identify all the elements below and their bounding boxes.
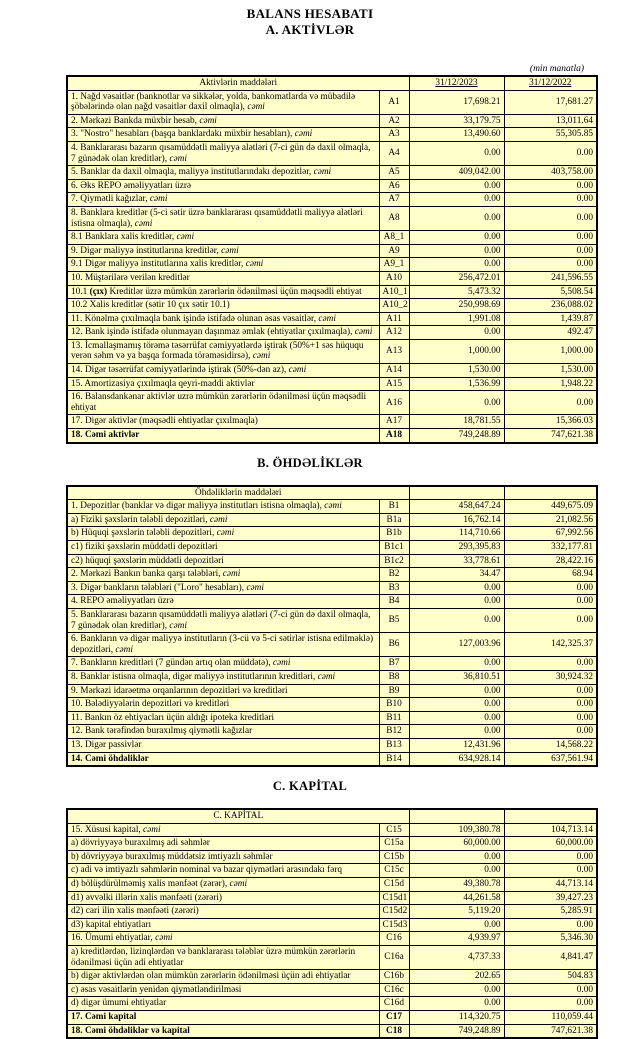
table-row xyxy=(67,285,597,299)
row-label: 5. Banklar da daxil olmaqla, maliyyə institutlarındakı depozitlər, cəmi xyxy=(67,166,379,180)
table-row xyxy=(67,141,597,165)
table-header-row xyxy=(67,809,597,823)
row-value-2023: 0.00 xyxy=(409,141,504,165)
row-code: A18 xyxy=(379,429,409,443)
row-label: 15. Xüsusi kapital, cəmi xyxy=(67,823,379,837)
table-row xyxy=(67,429,597,443)
row-value-2022: 1,530.00 xyxy=(504,364,597,378)
table-row xyxy=(67,932,597,946)
table-row xyxy=(67,1011,597,1025)
row-label: 2. Mərkəzi Bankda müxbir hesab, cəmi xyxy=(67,114,379,128)
row-value-2022: 104,713.14 xyxy=(504,823,597,837)
row-value-2022: 1,000.00 xyxy=(504,339,597,363)
table-row xyxy=(67,568,597,582)
table-row xyxy=(67,633,597,657)
row-label: 16. Ümumi ehtiyatlar, cəmi xyxy=(67,932,379,946)
row-value-2023: 12,431.96 xyxy=(409,738,504,752)
column-header-items: C. KAPİTAL xyxy=(67,809,409,823)
row-value-2023: 749,248.89 xyxy=(409,1024,504,1038)
table-row xyxy=(67,364,597,378)
table-row xyxy=(67,527,597,541)
row-label: 6. Bankların və digər maliyyə institutların (3-cü və 5-ci sətirlər istisna edilməklə) depozitləri, cəmi xyxy=(67,633,379,657)
balance-table-a xyxy=(66,75,598,444)
row-code: C15d3 xyxy=(379,918,409,932)
row-label: 9. Digər maliyyə institutlarına kreditlər, cəmi xyxy=(67,244,379,258)
row-value-2023: 0.00 xyxy=(409,711,504,725)
row-value-2022: 0.00 xyxy=(504,193,597,207)
row-code: B11 xyxy=(379,711,409,725)
row-value-2022: 1,948.22 xyxy=(504,377,597,391)
row-value-2022: 0.00 xyxy=(504,141,597,165)
row-code: B12 xyxy=(379,725,409,739)
row-value-2022: 0.00 xyxy=(504,725,597,739)
row-label: 17. Digər aktivlər (məqsədli ehtiyatlar çıxılmaqla) xyxy=(67,415,379,429)
table-row xyxy=(67,541,597,555)
row-label: 6. Əks REPO əməliyyatları üzrə xyxy=(67,179,379,193)
row-label: c1) fiziki şəxslərin müddətli depozitləri xyxy=(67,541,379,555)
row-value-2023: 202.65 xyxy=(409,970,504,984)
row-value-2022: 0.00 xyxy=(504,581,597,595)
row-label: 14. Digər təsərrüfat cəmiyyətlərində iştirak (50%-dən az), cəmi xyxy=(67,364,379,378)
row-value-2022: 637,561.94 xyxy=(504,752,597,766)
row-value-2023: 16,762.14 xyxy=(409,513,504,527)
row-code: A11 xyxy=(379,312,409,326)
row-label: 8. Banklar istisna olmaqla, digər maliyyə institutlarının kreditləri, cəmi xyxy=(67,670,379,684)
row-value-2022: 68.94 xyxy=(504,568,597,582)
column-header-items: Aktivlərin maddələri xyxy=(67,76,409,90)
row-value-2022: 0.00 xyxy=(504,608,597,632)
row-code: A10_1 xyxy=(379,285,409,299)
column-header-2022: 31/12/2022 xyxy=(504,76,597,90)
row-value-2022: 110,059.44 xyxy=(504,1011,597,1025)
row-code: B1c1 xyxy=(379,541,409,555)
row-value-2023: 1,991.08 xyxy=(409,312,504,326)
row-label: 3. Digər bankların tələbləri ("Loro" hesabları), cəmi xyxy=(67,581,379,595)
row-value-2022: 0.00 xyxy=(504,997,597,1011)
table-row xyxy=(67,725,597,739)
row-code: A16 xyxy=(379,391,409,415)
row-code: C15d xyxy=(379,878,409,892)
document-title: BALANS HESABATI xyxy=(246,6,374,21)
row-value-2023: 0.00 xyxy=(409,918,504,932)
row-value-2022: 67,992.56 xyxy=(504,527,597,541)
row-value-2023: 0.00 xyxy=(409,595,504,609)
row-code: A1 xyxy=(379,90,409,114)
row-code: C16a xyxy=(379,946,409,970)
row-value-2023: 60,000.00 xyxy=(409,837,504,851)
table-row xyxy=(67,670,597,684)
row-value-2022: 0.00 xyxy=(504,231,597,245)
row-value-2022: 44,713.14 xyxy=(504,878,597,892)
row-code: A12 xyxy=(379,326,409,340)
column-header-items: Öhdəliklərin maddələri xyxy=(67,486,409,500)
row-value-2023: 1,000.00 xyxy=(409,339,504,363)
row-label: d3) kapital ehtiyatları xyxy=(67,918,379,932)
row-value-2023: 18,781.55 xyxy=(409,415,504,429)
row-label: b) digər aktivlərdən olan mümkün zərərlərin ödənilməsi üçün adi ehtiyatlar xyxy=(67,970,379,984)
table-row xyxy=(67,608,597,632)
column-header-2023 xyxy=(409,486,504,500)
row-value-2023: 127,003.96 xyxy=(409,633,504,657)
row-value-2023: 0.00 xyxy=(409,581,504,595)
table-row xyxy=(67,377,597,391)
table-row xyxy=(67,415,597,429)
table-row xyxy=(67,271,597,285)
row-value-2022: 747,621.38 xyxy=(504,429,597,443)
row-value-2023: 0.00 xyxy=(409,231,504,245)
row-code: B8 xyxy=(379,670,409,684)
table-row xyxy=(67,595,597,609)
table-row xyxy=(67,326,597,340)
row-label: 13. Digər passivlər xyxy=(67,738,379,752)
row-value-2023: 4,939.97 xyxy=(409,932,504,946)
row-value-2022: 55,305.85 xyxy=(504,128,597,142)
row-label: 18. Cəmi aktivlər xyxy=(67,429,379,443)
row-code: A17 xyxy=(379,415,409,429)
row-code: B3 xyxy=(379,581,409,595)
section-a-title: A. AKTİVLƏR xyxy=(265,22,355,37)
row-value-2022: 0.00 xyxy=(504,698,597,712)
row-label: 8.1 Banklara xalis kreditlər, cəmi xyxy=(67,231,379,245)
row-code: A13 xyxy=(379,339,409,363)
row-value-2023: 0.00 xyxy=(409,657,504,671)
row-label: c) adi və imtiyazlı səhmlərin nominal və bazar qiymətləri arasındakı fərq xyxy=(67,864,379,878)
row-value-2022: 5,346.30 xyxy=(504,932,597,946)
row-label: d) digər ümumi ehtiyatlar xyxy=(67,997,379,1011)
row-value-2022: 0.00 xyxy=(504,244,597,258)
row-value-2023: 5,473.32 xyxy=(409,285,504,299)
row-code: C15b xyxy=(379,850,409,864)
row-value-2023: 458,647.24 xyxy=(409,500,504,514)
row-code: A8 xyxy=(379,206,409,230)
row-value-2022: 0.00 xyxy=(504,918,597,932)
row-label: 11. Könəlmə çıxılmaqla bank işində istifadə olunan əsas vəsaitlər, cəmi xyxy=(67,312,379,326)
row-label: 10. Müştərilərə verilən kreditlər xyxy=(67,271,379,285)
row-value-2022: 142,325.37 xyxy=(504,633,597,657)
row-value-2022: 0.00 xyxy=(504,684,597,698)
row-value-2022: 60,000.00 xyxy=(504,837,597,851)
row-value-2022: 0.00 xyxy=(504,657,597,671)
table-row xyxy=(67,391,597,415)
row-label: a) kreditlərdən, lizinqlərdən və banklararası tələblər üzrə mümkün zərərlərin ödənilməsi üçün adi ehtiyatlar xyxy=(67,946,379,970)
table-row xyxy=(67,258,597,272)
row-code: A5 xyxy=(379,166,409,180)
row-code: B14 xyxy=(379,752,409,766)
row-label: 8. Banklara kreditlər (5-ci sətir üzrə banklararası qısamüddətli maliyyə alətləri istisna olmaqla), cəmi xyxy=(67,206,379,230)
row-value-2023: 634,928.14 xyxy=(409,752,504,766)
row-label: b) dövriyyəyə buraxılmış müddətsiz imtiyazlı səhmlər xyxy=(67,850,379,864)
row-value-2023: 0.00 xyxy=(409,850,504,864)
table-row xyxy=(67,339,597,363)
table-row xyxy=(67,837,597,851)
table-row xyxy=(67,90,597,114)
row-code: B2 xyxy=(379,568,409,582)
row-code: C15c xyxy=(379,864,409,878)
row-label: d2) cari ilin xalis mənfəəti (zərəri) xyxy=(67,905,379,919)
tables-area xyxy=(0,75,620,1039)
unit-note: (min manatla) xyxy=(529,64,584,74)
row-label: a) dövriyyəyə buraxılmış adi səhmlər xyxy=(67,837,379,851)
row-value-2022: 492.47 xyxy=(504,326,597,340)
row-value-2023: 256,472.01 xyxy=(409,271,504,285)
section-heading-b: B. ÖHDƏLİKLƏR xyxy=(257,455,363,470)
row-value-2023: 0.00 xyxy=(409,206,504,230)
row-code: B13 xyxy=(379,738,409,752)
row-code: C16c xyxy=(379,983,409,997)
row-value-2022: 0.00 xyxy=(504,179,597,193)
row-value-2022: 747,621.38 xyxy=(504,1024,597,1038)
row-code: A6 xyxy=(379,179,409,193)
row-code: B7 xyxy=(379,657,409,671)
row-value-2023: 250,998.69 xyxy=(409,299,504,313)
row-code: B5 xyxy=(379,608,409,632)
row-code: A9 xyxy=(379,244,409,258)
row-value-2022: 0.00 xyxy=(504,391,597,415)
row-value-2023: 109,380.78 xyxy=(409,823,504,837)
table-row xyxy=(67,983,597,997)
table-row xyxy=(67,179,597,193)
row-label: 2. Mərkəzi Bankın banka qarşı tələbləri, cəmi xyxy=(67,568,379,582)
row-value-2022: 236,088.02 xyxy=(504,299,597,313)
row-label: 12. Bank işində istifadə olunmayan daşınmaz əmlak (ehtiyatlar çıxılmaqla), cəmi xyxy=(67,326,379,340)
table-row xyxy=(67,997,597,1011)
column-header-2022 xyxy=(504,809,597,823)
row-label: 17. Cəmi kapital xyxy=(67,1011,379,1025)
row-value-2022: 13,011.64 xyxy=(504,114,597,128)
row-value-2022: 0.00 xyxy=(504,864,597,878)
row-value-2023: 5,119.20 xyxy=(409,905,504,919)
row-value-2023: 33,179.75 xyxy=(409,114,504,128)
row-value-2023: 0.00 xyxy=(409,244,504,258)
row-code: B1 xyxy=(379,500,409,514)
row-code: A9_1 xyxy=(379,258,409,272)
row-code: B1a xyxy=(379,513,409,527)
row-value-2022: 15,366.03 xyxy=(504,415,597,429)
row-value-2022: 0.00 xyxy=(504,595,597,609)
row-label: 18. Cəmi öhdəliklər və kapital xyxy=(67,1024,379,1038)
table-row xyxy=(67,918,597,932)
column-header-2022 xyxy=(504,486,597,500)
row-label: 15. Amortizasiya çıxılmaqla qeyri-maddi aktivlər xyxy=(67,377,379,391)
row-value-2023: 0.00 xyxy=(409,698,504,712)
row-code: A4 xyxy=(379,141,409,165)
row-label: 4. Banklararası bazarın qısamüddətli maliyyə alətləri (7-ci gün də daxil olmaqla, 7 günədək olan kreditlər), cəmi xyxy=(67,141,379,165)
table-row xyxy=(67,698,597,712)
table-row xyxy=(67,554,597,568)
row-value-2022: 0.00 xyxy=(504,983,597,997)
table-row xyxy=(67,206,597,230)
table-row xyxy=(67,193,597,207)
table-row xyxy=(67,970,597,984)
row-value-2023: 749,248.89 xyxy=(409,429,504,443)
table-row xyxy=(67,850,597,864)
row-code: B10 xyxy=(379,698,409,712)
row-label: 10. Bələdiyyələrin depozitləri və kreditləri xyxy=(67,698,379,712)
row-value-2023: 4,737.33 xyxy=(409,946,504,970)
row-code: C15a xyxy=(379,837,409,851)
row-code: C17 xyxy=(379,1011,409,1025)
table-row xyxy=(67,128,597,142)
row-code: A10 xyxy=(379,271,409,285)
table-row xyxy=(67,905,597,919)
table-row xyxy=(67,864,597,878)
row-value-2023: 1,530.00 xyxy=(409,364,504,378)
row-label: 9.1 Digər maliyyə institutlarına xalis kreditlər, cəmi xyxy=(67,258,379,272)
row-value-2023: 0.00 xyxy=(409,391,504,415)
row-code: A7 xyxy=(379,193,409,207)
row-code: C15 xyxy=(379,823,409,837)
row-value-2023: 114,320.75 xyxy=(409,1011,504,1025)
row-label: 10.1 (çıx) Kreditlər üzrə mümkün zərərlərin ödənilməsi üçün məqsədli ehtiyat xyxy=(67,285,379,299)
row-label: 14. Cəmi öhdəliklər xyxy=(67,752,379,766)
row-value-2023: 0.00 xyxy=(409,193,504,207)
table-row xyxy=(67,500,597,514)
row-code: A15 xyxy=(379,377,409,391)
row-code: C18 xyxy=(379,1024,409,1038)
table-row xyxy=(67,711,597,725)
row-label: 1. Nağd vəsaitlər (banknotlar və sikkələr, yolda, bankomatlarda və mübadilə şöbələrində olan nağd vəsaitlər daxil olmaqla), cəmi xyxy=(67,90,379,114)
row-code: B9 xyxy=(379,684,409,698)
table-header-row xyxy=(67,76,597,90)
row-value-2023: 13,490.60 xyxy=(409,128,504,142)
row-label: 4. REPO əməliyyatları üzrə xyxy=(67,595,379,609)
row-value-2023: 293,395.83 xyxy=(409,541,504,555)
row-label: 12. Bank tərəfindən buraxılmış qiymətli kağızlar xyxy=(67,725,379,739)
table-row xyxy=(67,581,597,595)
row-value-2022: 4,841.47 xyxy=(504,946,597,970)
row-code: C16 xyxy=(379,932,409,946)
table-header-row xyxy=(67,486,597,500)
row-label: 7. Bankların kreditləri (7 gündən artıq olan müddətə), cəmi xyxy=(67,657,379,671)
row-label: 11. Bankın öz ehtiyacları üçün aldığı ipoteka kreditləri xyxy=(67,711,379,725)
row-label: d) bölüşdürülməmiş xalis mənfəət (zərər), cəmi xyxy=(67,878,379,892)
row-value-2022: 5,285.91 xyxy=(504,905,597,919)
row-value-2022: 403,758.00 xyxy=(504,166,597,180)
row-value-2023: 33,778.61 xyxy=(409,554,504,568)
row-label: 3. "Nostro" hesabları (başqa banklardakı müxbir hesabları), cəmi xyxy=(67,128,379,142)
row-value-2022: 21,082.56 xyxy=(504,513,597,527)
table-row xyxy=(67,166,597,180)
section-heading-c: C. KAPİTAL xyxy=(272,779,348,794)
row-code: B1b xyxy=(379,527,409,541)
row-value-2022: 449,675.09 xyxy=(504,500,597,514)
table-row xyxy=(67,312,597,326)
table-row xyxy=(67,231,597,245)
row-value-2022: 0.00 xyxy=(504,850,597,864)
row-value-2023: 0.00 xyxy=(409,864,504,878)
row-label: 10.2 Xalis kreditlər (sətir 10 çıx sətir 10.1) xyxy=(67,299,379,313)
row-value-2023: 0.00 xyxy=(409,725,504,739)
balance-table-c xyxy=(66,808,598,1039)
balance-table-b xyxy=(66,485,598,767)
row-label: c2) hüquqi şəxslərin müddətli depozitləri xyxy=(67,554,379,568)
row-value-2023: 0.00 xyxy=(409,997,504,1011)
row-value-2023: 0.00 xyxy=(409,983,504,997)
row-label: a) Fiziki şəxslərin tələbli depozitləri, cəmi xyxy=(67,513,379,527)
row-code: B1c2 xyxy=(379,554,409,568)
row-value-2023: 0.00 xyxy=(409,608,504,632)
row-code: A14 xyxy=(379,364,409,378)
row-value-2022: 332,177.81 xyxy=(504,541,597,555)
row-value-2023: 17,698.21 xyxy=(409,90,504,114)
row-label: 5. Banklararası bazarın qısamüddətli maliyyə alətləri (7-ci gün də daxil olmaqla, 7 günədək olan kreditlər), cəmi xyxy=(67,608,379,632)
row-value-2023: 36,810.51 xyxy=(409,670,504,684)
row-code: A3 xyxy=(379,128,409,142)
row-code: C16d xyxy=(379,997,409,1011)
table-row xyxy=(67,738,597,752)
column-header-2023 xyxy=(409,809,504,823)
row-code: C16b xyxy=(379,970,409,984)
row-value-2023: 0.00 xyxy=(409,326,504,340)
column-header-2023: 31/12/2023 xyxy=(409,76,504,90)
row-label: 13. İcmallaşmamış törəmə təsərrüfat cəmiyyətlərdə iştirak (50%+1 səs hüququ verən səhm və ya başqa formada törəməsidirsə), cəmi xyxy=(67,339,379,363)
row-code: B4 xyxy=(379,595,409,609)
row-value-2023: 34.47 xyxy=(409,568,504,582)
row-value-2022: 504.83 xyxy=(504,970,597,984)
table-row xyxy=(67,752,597,766)
row-value-2023: 0.00 xyxy=(409,684,504,698)
table-row xyxy=(67,946,597,970)
row-value-2022: 28,422.16 xyxy=(504,554,597,568)
row-label: 9. Mərkəzi idarəetmə orqanlarının depozitləri və kreditləri xyxy=(67,684,379,698)
row-value-2022: 39,427.23 xyxy=(504,891,597,905)
row-value-2023: 49,380.78 xyxy=(409,878,504,892)
table-row xyxy=(67,657,597,671)
table-row xyxy=(67,1024,597,1038)
table-row xyxy=(67,891,597,905)
row-value-2022: 0.00 xyxy=(504,711,597,725)
row-code: A8_1 xyxy=(379,231,409,245)
row-value-2022: 5,508.54 xyxy=(504,285,597,299)
row-value-2022: 30,924.32 xyxy=(504,670,597,684)
table-row xyxy=(67,684,597,698)
row-value-2022: 241,596.55 xyxy=(504,271,597,285)
row-code: C15d2 xyxy=(379,905,409,919)
row-value-2022: 14,568.22 xyxy=(504,738,597,752)
row-value-2023: 1,536.99 xyxy=(409,377,504,391)
row-label: b) Hüquqi şəxslərin tələbli depozitləri, cəmi xyxy=(67,527,379,541)
row-code: B6 xyxy=(379,633,409,657)
row-value-2023: 409,042.00 xyxy=(409,166,504,180)
row-value-2023: 0.00 xyxy=(409,179,504,193)
table-row xyxy=(67,823,597,837)
table-row xyxy=(67,299,597,313)
table-row xyxy=(67,114,597,128)
row-value-2022: 1,439.87 xyxy=(504,312,597,326)
row-label: 7. Qiymətli kağızlar, cəmi xyxy=(67,193,379,207)
row-code: A10_2 xyxy=(379,299,409,313)
row-code: A2 xyxy=(379,114,409,128)
row-value-2023: 0.00 xyxy=(409,258,504,272)
row-label: 1. Depozitlər (banklar və digər maliyyə institutları istisna olmaqla), cəmi xyxy=(67,500,379,514)
table-row xyxy=(67,513,597,527)
row-value-2023: 114,710.66 xyxy=(409,527,504,541)
table-row xyxy=(67,244,597,258)
row-code: C15d1 xyxy=(379,891,409,905)
row-label: d1) əvvəlki illərin xalis mənfəəti (zərəri) xyxy=(67,891,379,905)
row-value-2022: 0.00 xyxy=(504,206,597,230)
row-label: c) əsas vəsaitlərin yenidən qiymətləndirilməsi xyxy=(67,983,379,997)
row-value-2022: 0.00 xyxy=(504,258,597,272)
row-value-2023: 44,261.58 xyxy=(409,891,504,905)
row-value-2022: 17,681.27 xyxy=(504,90,597,114)
row-label: 16. Balansdankənar aktivlər uzrə mümkün zərərlərin ödənilməsi üçün məqsədli ehtiyat xyxy=(67,391,379,415)
table-row xyxy=(67,878,597,892)
